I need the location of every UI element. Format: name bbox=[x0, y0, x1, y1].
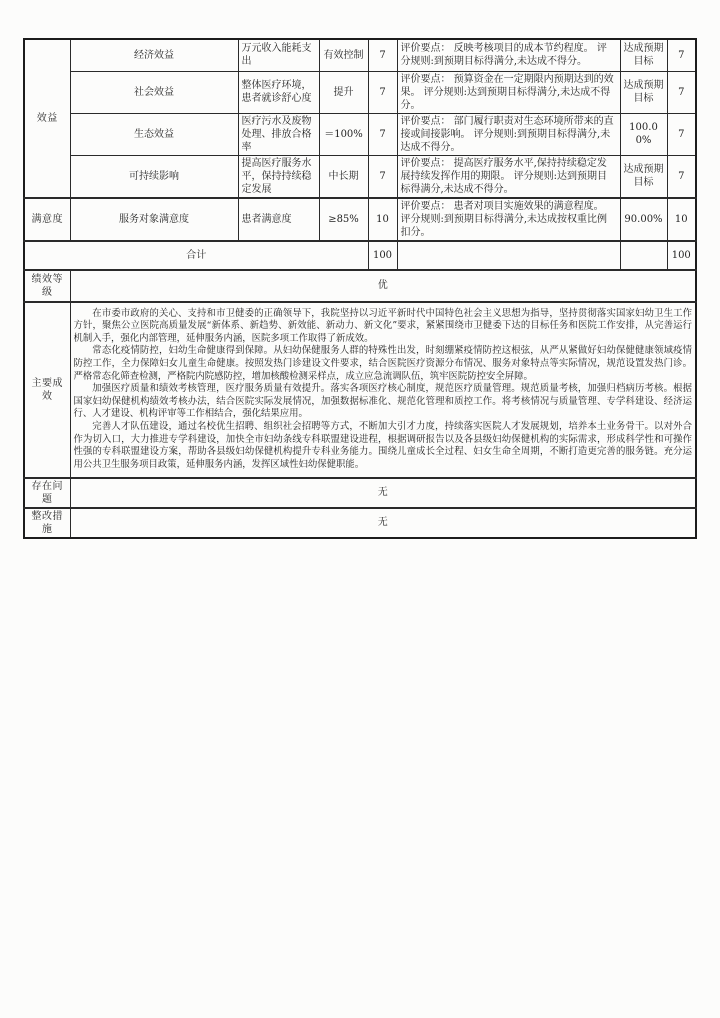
criteria-cell: 评价要点： 反映考核项目的成本节约程度。 评分规则:到预期目标得满分,未达成不得分。 bbox=[397, 39, 620, 71]
problems-label-cell: 存在问题 bbox=[24, 478, 70, 508]
criteria-cell: 评价要点： 部门履行职责对生态环境所带来的直接或间接影响。 评分规则:到预期目标得满分,未达成不得分。 bbox=[397, 113, 620, 155]
category-cell-benefit: 效益 bbox=[24, 39, 70, 198]
indicator-cell: 万元收入能耗支出 bbox=[238, 39, 319, 71]
indicator-cell: 患者满意度 bbox=[238, 198, 319, 241]
table-row-measures bbox=[24, 508, 696, 538]
empty-cell bbox=[397, 241, 620, 270]
result-cell: 90.00% bbox=[620, 198, 667, 241]
table-row-achievements bbox=[24, 302, 696, 478]
achievements-paragraph: 完善人才队伍建设，通过名校优生招聘、组织社会招聘等方式，不断加大引才力度，持续落实医院人才发展规划，培养本土业务骨干。以对外合作为切入口，大力推进专学科建设，加快全市妇幼条线专科联盟建设进程，根据调研报告以及各县级妇幼保健机构的实际需求，形成科学性和可操作性强的专科联盟建设方案，帮助各县级妇幼保健机构提升专科业务能力。围绕儿童成长全过程、妇女生命全周期，不断打造更完善的服务链。充分运用公共卫生服务项目政策，延伸服务内涵，发挥区域性妇幼保健职能。 bbox=[73, 420, 692, 470]
target-cell: 中长期 bbox=[319, 155, 368, 198]
problems-value-cell: 无 bbox=[70, 478, 696, 508]
table-row-problems bbox=[24, 478, 696, 508]
grade-label-cell: 绩效等级 bbox=[24, 270, 70, 302]
indicator-cell: 医疗污水及废物处理、排放合格率 bbox=[238, 113, 319, 155]
table-row-ecological-benefit bbox=[24, 113, 696, 155]
target-cell: ＝100% bbox=[319, 113, 368, 155]
target-cell: 有效控制 bbox=[319, 39, 368, 71]
score-cell: 7 bbox=[667, 155, 696, 198]
criteria-cell: 评价要点： 预算资金在一定期限内预期达到的效果。 评分规则:达到预期目标得满分,未达成不得分。 bbox=[397, 71, 620, 113]
achievements-paragraph: 在市委市政府的关心、支持和市卫健委的正确领导下，我院坚持以习近平新时代中国特色社会主义思想为指导，坚持贯彻落实国家妇幼卫生工作方针，聚焦公立医院高质量发展“新体系、新趋势、新效能、新动力、新文化”要求，紧紧围绕市卫健委下达的目标任务和医院工作安排，从完善运行机制入手，强化内部管理，延伸服务内涵，医院多项工作取得了新成效。 bbox=[73, 307, 692, 344]
subcategory-cell: 社会效益 bbox=[70, 71, 238, 113]
result-cell: 达成预期目标 bbox=[620, 71, 667, 113]
result-cell: 达成预期目标 bbox=[620, 155, 667, 198]
weight-cell: 7 bbox=[368, 113, 397, 155]
weight-cell: 10 bbox=[368, 198, 397, 241]
score-cell: 10 bbox=[667, 198, 696, 241]
evaluation-sheet bbox=[23, 38, 697, 539]
achievements-label-cell: 主要成效 bbox=[24, 302, 70, 478]
table-row-total bbox=[24, 241, 696, 270]
achievements-text-cell bbox=[70, 302, 696, 478]
subcategory-cell: 服务对象满意度 bbox=[70, 198, 238, 241]
weight-cell: 7 bbox=[368, 39, 397, 71]
table-row-sustainable-impact bbox=[24, 155, 696, 198]
indicator-cell: 提高医疗服务水平，保持持续稳定发展 bbox=[238, 155, 319, 198]
table-row-social-benefit bbox=[24, 71, 696, 113]
total-score-cell: 100 bbox=[667, 241, 696, 270]
subcategory-cell: 生态效益 bbox=[70, 113, 238, 155]
subcategory-cell: 可持续影响 bbox=[70, 155, 238, 198]
score-cell: 7 bbox=[667, 39, 696, 71]
achievements-paragraph: 常态化疫情防控，妇幼生命健康得到保障。从妇幼保健服务人群的特殊性出发，时刻绷紧疫情防控这根弦，从严从紧做好妇幼保健健康领域疫情防控工作，全力保障妇女儿童生命健康。按照发热门诊建设文件要求，结合医院医疗资源分布情况、服务对象特点等实际情况，规范设置发热门诊。严格常态化筛查检测，严格院内院感防控，增加核酸检测采样点，成立应急流调队伍，筑牢医院防控安全屏障。 bbox=[73, 345, 692, 382]
empty-cell bbox=[620, 241, 667, 270]
result-cell: 达成预期目标 bbox=[620, 39, 667, 71]
category-cell-satisfaction: 满意度 bbox=[24, 198, 70, 241]
measures-label-cell: 整改措施 bbox=[24, 508, 70, 538]
indicator-cell: 整体医疗环境，患者就诊舒心度 bbox=[238, 71, 319, 113]
score-cell: 7 bbox=[667, 71, 696, 113]
table-row-grade bbox=[24, 270, 696, 302]
score-cell: 7 bbox=[667, 113, 696, 155]
table-row-satisfaction bbox=[24, 198, 696, 241]
grade-value-cell: 优 bbox=[70, 270, 696, 302]
criteria-cell: 评价要点： 提高医疗服务水平,保持持续稳定发展持续发挥作用的期限。 评分规则:达到预期目标得满分,未达成不得分。 bbox=[397, 155, 620, 198]
total-weight-cell: 100 bbox=[368, 241, 397, 270]
table-row-economic-benefit bbox=[24, 39, 696, 71]
achievements-paragraph: 加强医疗质量和绩效考核管理，医疗服务质量有效提升。落实各项医疗核心制度，规范医疗质量管理。规范质量考核，加强归档病历考核。根据国家妇幼保健机构绩效考核办法，结合医院实际发展情况，加强数据标准化、规范化管理和质控工作。将考核情况与质量管理、专学科建设、经济运行、人才建设、机构评审等工作相结合，强化结果应用。 bbox=[73, 383, 692, 420]
criteria-cell: 评价要点： 患者对项目实施效果的满意程度。 评分规则:到预期目标得满分,未达成按权重比例扣分。 bbox=[397, 198, 620, 241]
target-cell: 提升 bbox=[319, 71, 368, 113]
performance-evaluation-table bbox=[23, 38, 697, 539]
weight-cell: 7 bbox=[368, 71, 397, 113]
subcategory-cell: 经济效益 bbox=[70, 39, 238, 71]
measures-value-cell: 无 bbox=[70, 508, 696, 538]
weight-cell: 7 bbox=[368, 155, 397, 198]
target-cell: ≥85% bbox=[319, 198, 368, 241]
result-cell: 100.00% bbox=[620, 113, 667, 155]
total-label-cell: 合计 bbox=[24, 241, 368, 270]
